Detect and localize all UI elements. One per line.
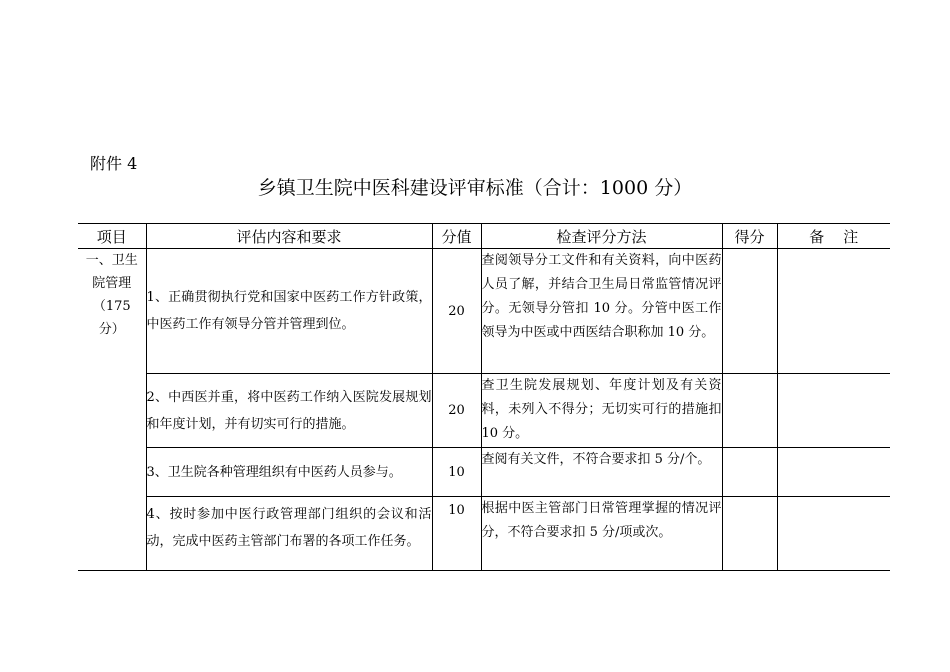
row-score: 20: [432, 374, 481, 448]
header-content: 评估内容和要求: [146, 224, 432, 249]
row-content: 3、卫生院各种管理组织有中医药人员参与。: [146, 448, 432, 497]
row-content: 2、中西医并重，将中医药工作纳入医院发展规划和年度计划，并有切实可行的措施。: [146, 374, 432, 448]
section-label: 一、卫生 院管理 （175 分）: [78, 249, 146, 571]
row-score: 10: [432, 448, 481, 497]
header-obtained: 得分: [722, 224, 777, 249]
header-method: 检查评分方法: [481, 224, 722, 249]
table-row: [78, 448, 890, 497]
row-content: 4、按时参加中医行政管理部门组织的会议和活动，完成中医药主管部门布署的各项工作任务。: [146, 497, 432, 571]
header-remarks: 备 注: [777, 224, 890, 249]
row-score: 20: [432, 249, 481, 374]
table-header-row: [78, 224, 890, 249]
row-remarks: [777, 448, 890, 497]
table-row: [78, 374, 890, 448]
header-item: 项目: [78, 224, 146, 249]
row-obtained: [722, 497, 777, 571]
evaluation-table: [78, 223, 890, 571]
document-title: 乡镇卫生院中医科建设评审标准（合计：1000 分）: [257, 177, 693, 199]
row-method: 查阅领导分工文件和有关资料，向中医药人员了解，并结合卫生局日常监管情况评分。无领导分管扣 10 分。分管中医工作领导为中医或中西医结合职称加 10 分。: [481, 249, 722, 374]
row-method: 查卫生院发展规划、年度计划及有关资料，未列入不得分；无切实可行的措施扣 10 分。: [481, 374, 722, 448]
row-content: 1、正确贯彻执行党和国家中医药工作方针政策，中医药工作有领导分管并管理到位。: [146, 249, 432, 374]
row-score: 10: [432, 497, 481, 571]
row-method: 根据中医主管部门日常管理掌握的情况评分，不符合要求扣 5 分/项或次。: [481, 497, 722, 571]
row-remarks: [777, 497, 890, 571]
row-obtained: [722, 448, 777, 497]
table-row: [78, 249, 890, 374]
row-obtained: [722, 249, 777, 374]
row-obtained: [722, 374, 777, 448]
header-score: 分值: [432, 224, 481, 249]
row-method: 查阅有关文件，不符合要求扣 5 分/个。: [481, 448, 722, 497]
row-remarks: [777, 374, 890, 448]
row-remarks: [777, 249, 890, 374]
attachment-label: 附件 4: [90, 154, 138, 173]
table-row: [78, 497, 890, 571]
